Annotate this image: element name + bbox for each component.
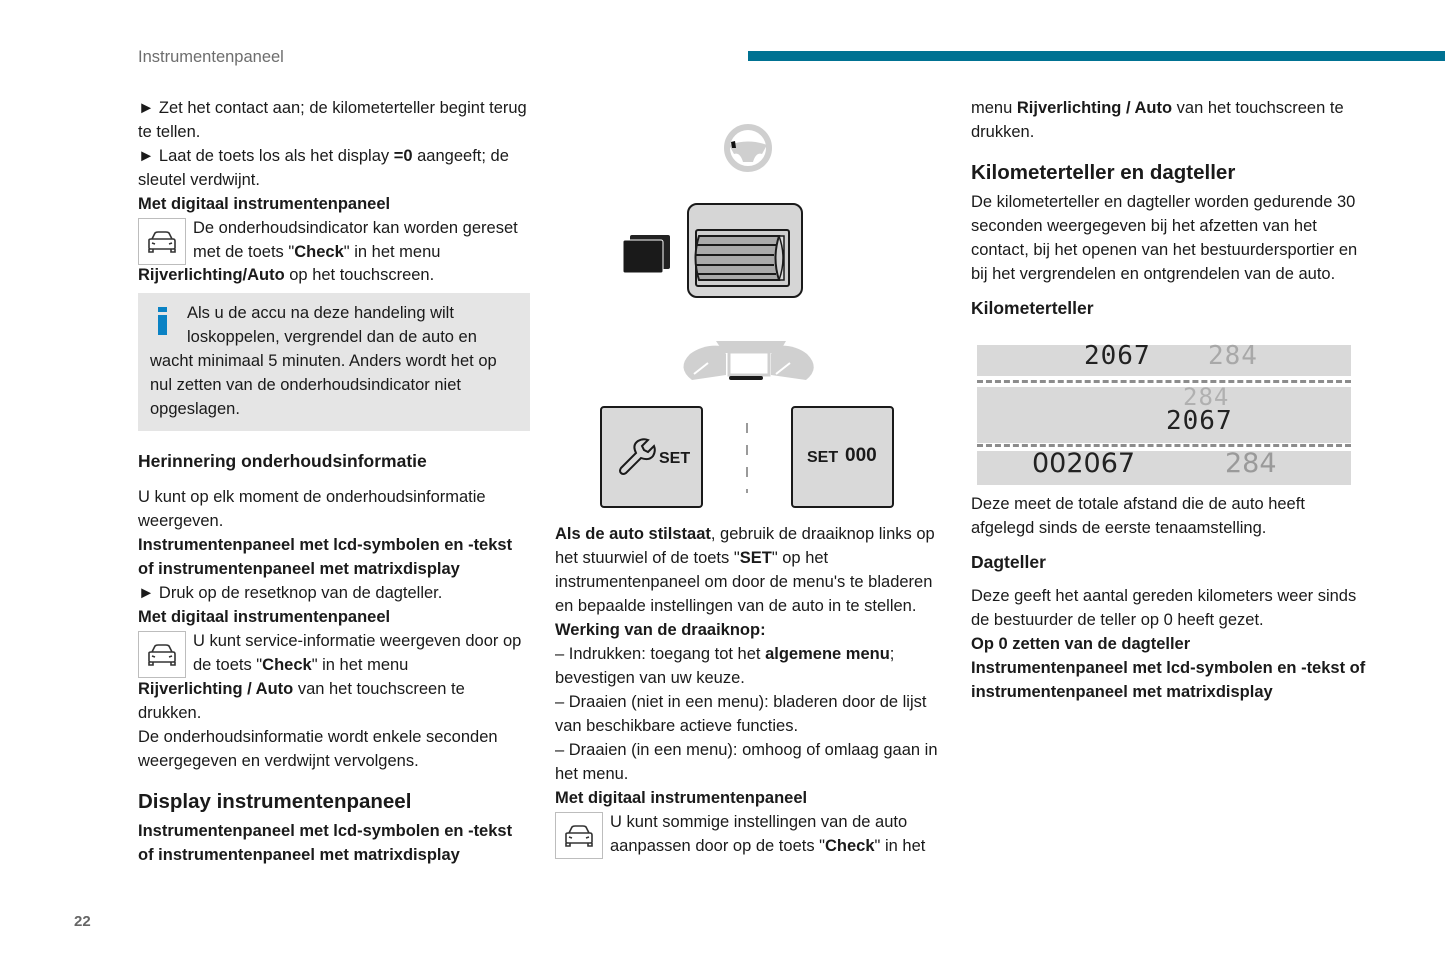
display-heading: Display instrumentenpaneel (138, 790, 412, 813)
step-1: ► Zet het contact aan; de kilometerteller begint terug te tellen. (138, 99, 527, 141)
info-box: Als u de accu na deze handeling wilt loskoppelen, vergrendel dan de auto en wacht minimaal 5 minuten. Anders wordt het op nul zetten van de onderhoudsindicator niet opgeslagen. (138, 293, 530, 431)
steering-wheel-icon (727, 127, 769, 169)
header-accent-bar (748, 51, 1445, 61)
service-instruction: U kunt service-informatie weergeven door op de toets "Check" in het menu (138, 629, 530, 677)
set-display-label: SET (807, 449, 839, 466)
car-icon (138, 218, 186, 265)
trip-heading: Dagteller (971, 552, 1046, 572)
section-title: Instrumentenpaneel (138, 48, 284, 66)
digital-heading-2: Met digitaal instrumentenpaneel (138, 608, 391, 626)
page-number: 22 (74, 913, 91, 930)
step-2: ► Laat de toets los als het display =0 aangeeft; de sleutel verdwijnt. (138, 147, 509, 189)
set-display-value: 000 (845, 445, 877, 466)
column-1: ► Zet het contact aan; de kilometerteller begint terug te tellen. ► Laat de toets los als het display =0 aangeeft; de sleutel verdwijnt. Met digitaal instrumentenpaneel De onderhoudsindicator kan worden gereset met de toets "Check" in het menu Rijverlichting/Auto op het touchscreen. Als u de accu na deze handeling wilt loskoppelen, vergrendel dan de auto en wacht minimaal 5 minuten. Anders wordt het op nul zetten van de onderhoudsindicator niet opgeslagen. Herinnering onderhoudsinformatie U kunt op elk moment de onderhoudsinformatie weergeven. Instrumentenpaneel met lcd-symbolen en -tekst of instrumentenpaneel met matrixdisplay ► Druk op de resetknop van de dagteller. Met digitaal instrumentenpaneel U kunt service-informatie weergeven door op de toets "Check" in het menu Rijverlichting / Auto van het touchscreen te drukken. De onderhoudsinformatie wordt enkele seconden weergegeven en verdwijnt vervolgens. Display instrumentenpaneel Instrumentenpaneel met lcd-symbolen en -tekst of instrumentenpaneel met matrixdisplay (138, 96, 530, 867)
reset-trip-subheading: Instrumentenpaneel met lcd-symbolen en -tekst of instrumentenpaneel met matrixdisplay (971, 659, 1366, 701)
digital-heading-3: Met digitaal instrumentenpaneel (555, 789, 808, 807)
odometer-row-2 (977, 387, 1351, 443)
reminder-heading: Herinnering onderhoudsinformatie (138, 451, 427, 471)
car-icon (138, 631, 186, 678)
odometer-figure: 2067 284 284 2067 002067 284 (977, 345, 1352, 485)
column-3: menu Rijverlichting / Auto van het touchscreen te drukken. Kilometerteller en dagteller De kilometerteller en dagteller worden gedurende 30 seconden weergegeven bij het afzetten van het contact, bij het openen van het bestuurdersportier en bij het vergrendelen en ontgrendelen van de auto. Kilometerteller (971, 96, 1366, 320)
reset-step: ► Druk op de resetknop van de dagteller. (138, 584, 443, 602)
instrument-figure (596, 118, 901, 513)
digital-heading: Met digitaal instrumentenpaneel (138, 195, 391, 213)
instrument-cluster-icon (683, 341, 813, 380)
column-3-lower: Deze meet de totale afstand die de auto heeft afgelegd sinds de eerste tenaamstelling. Dagteller Deze geeft het aantal gereden kilometers weer sinds de bestuurder de teller op 0 heeft gezet. Op 0 zetten van de dagteller Instrumentenpaneel met lcd-symbolen en -tekst of instrumentenpaneel met matrixdisplay (971, 492, 1366, 704)
info-icon (158, 307, 167, 335)
werking-heading: Werking van de draaiknop: (555, 621, 766, 639)
menu-pages-icon (623, 235, 670, 273)
column-2: Als de auto stilstaat, gebruik de draaiknop links op het stuurwiel of de toets "SET" op het instrumentenpaneel om door de menu's te bladeren en bepaalde instellingen van de auto in te stellen. Werking van de draaiknop: – Indrukken: toegang tot het algemene menu; bevestigen van uw keuze. – Draaien (niet in een menu): bladeren door de lijst van beschikbare actieve functies. – Draaien (in een menu): omhoog of omlaag gaan in het menu. Met digitaal instrumentenpaneel U kunt sommige instellingen van de auto aanpassen door op de toets "Check" in het (555, 522, 945, 858)
car-icon (555, 812, 603, 859)
display-subheading: Instrumentenpaneel met lcd-symbolen en -tekst of instrumentenpaneel met matrixdisplay (138, 822, 513, 864)
lcd-heading: Instrumentenpaneel met lcd-symbolen en -tekst of instrumentenpaneel met matrixdisplay (138, 536, 513, 578)
digital-instruction: De onderhoudsindicator kan worden gereset met de toets "Check" in het menu (138, 216, 530, 264)
settings-instruction: U kunt sommige instellingen van de auto aanpassen door op de toets "Check" in het (555, 810, 945, 858)
km-heading: Kilometerteller en dagteller (971, 161, 1236, 184)
odometer-row-1 (977, 345, 1351, 376)
odometer-heading: Kilometerteller (971, 298, 1094, 318)
reset-trip-heading: Op 0 zetten van de dagteller (971, 635, 1191, 653)
thumbwheel-icon (688, 204, 802, 297)
set-button-label: SET (659, 450, 691, 467)
